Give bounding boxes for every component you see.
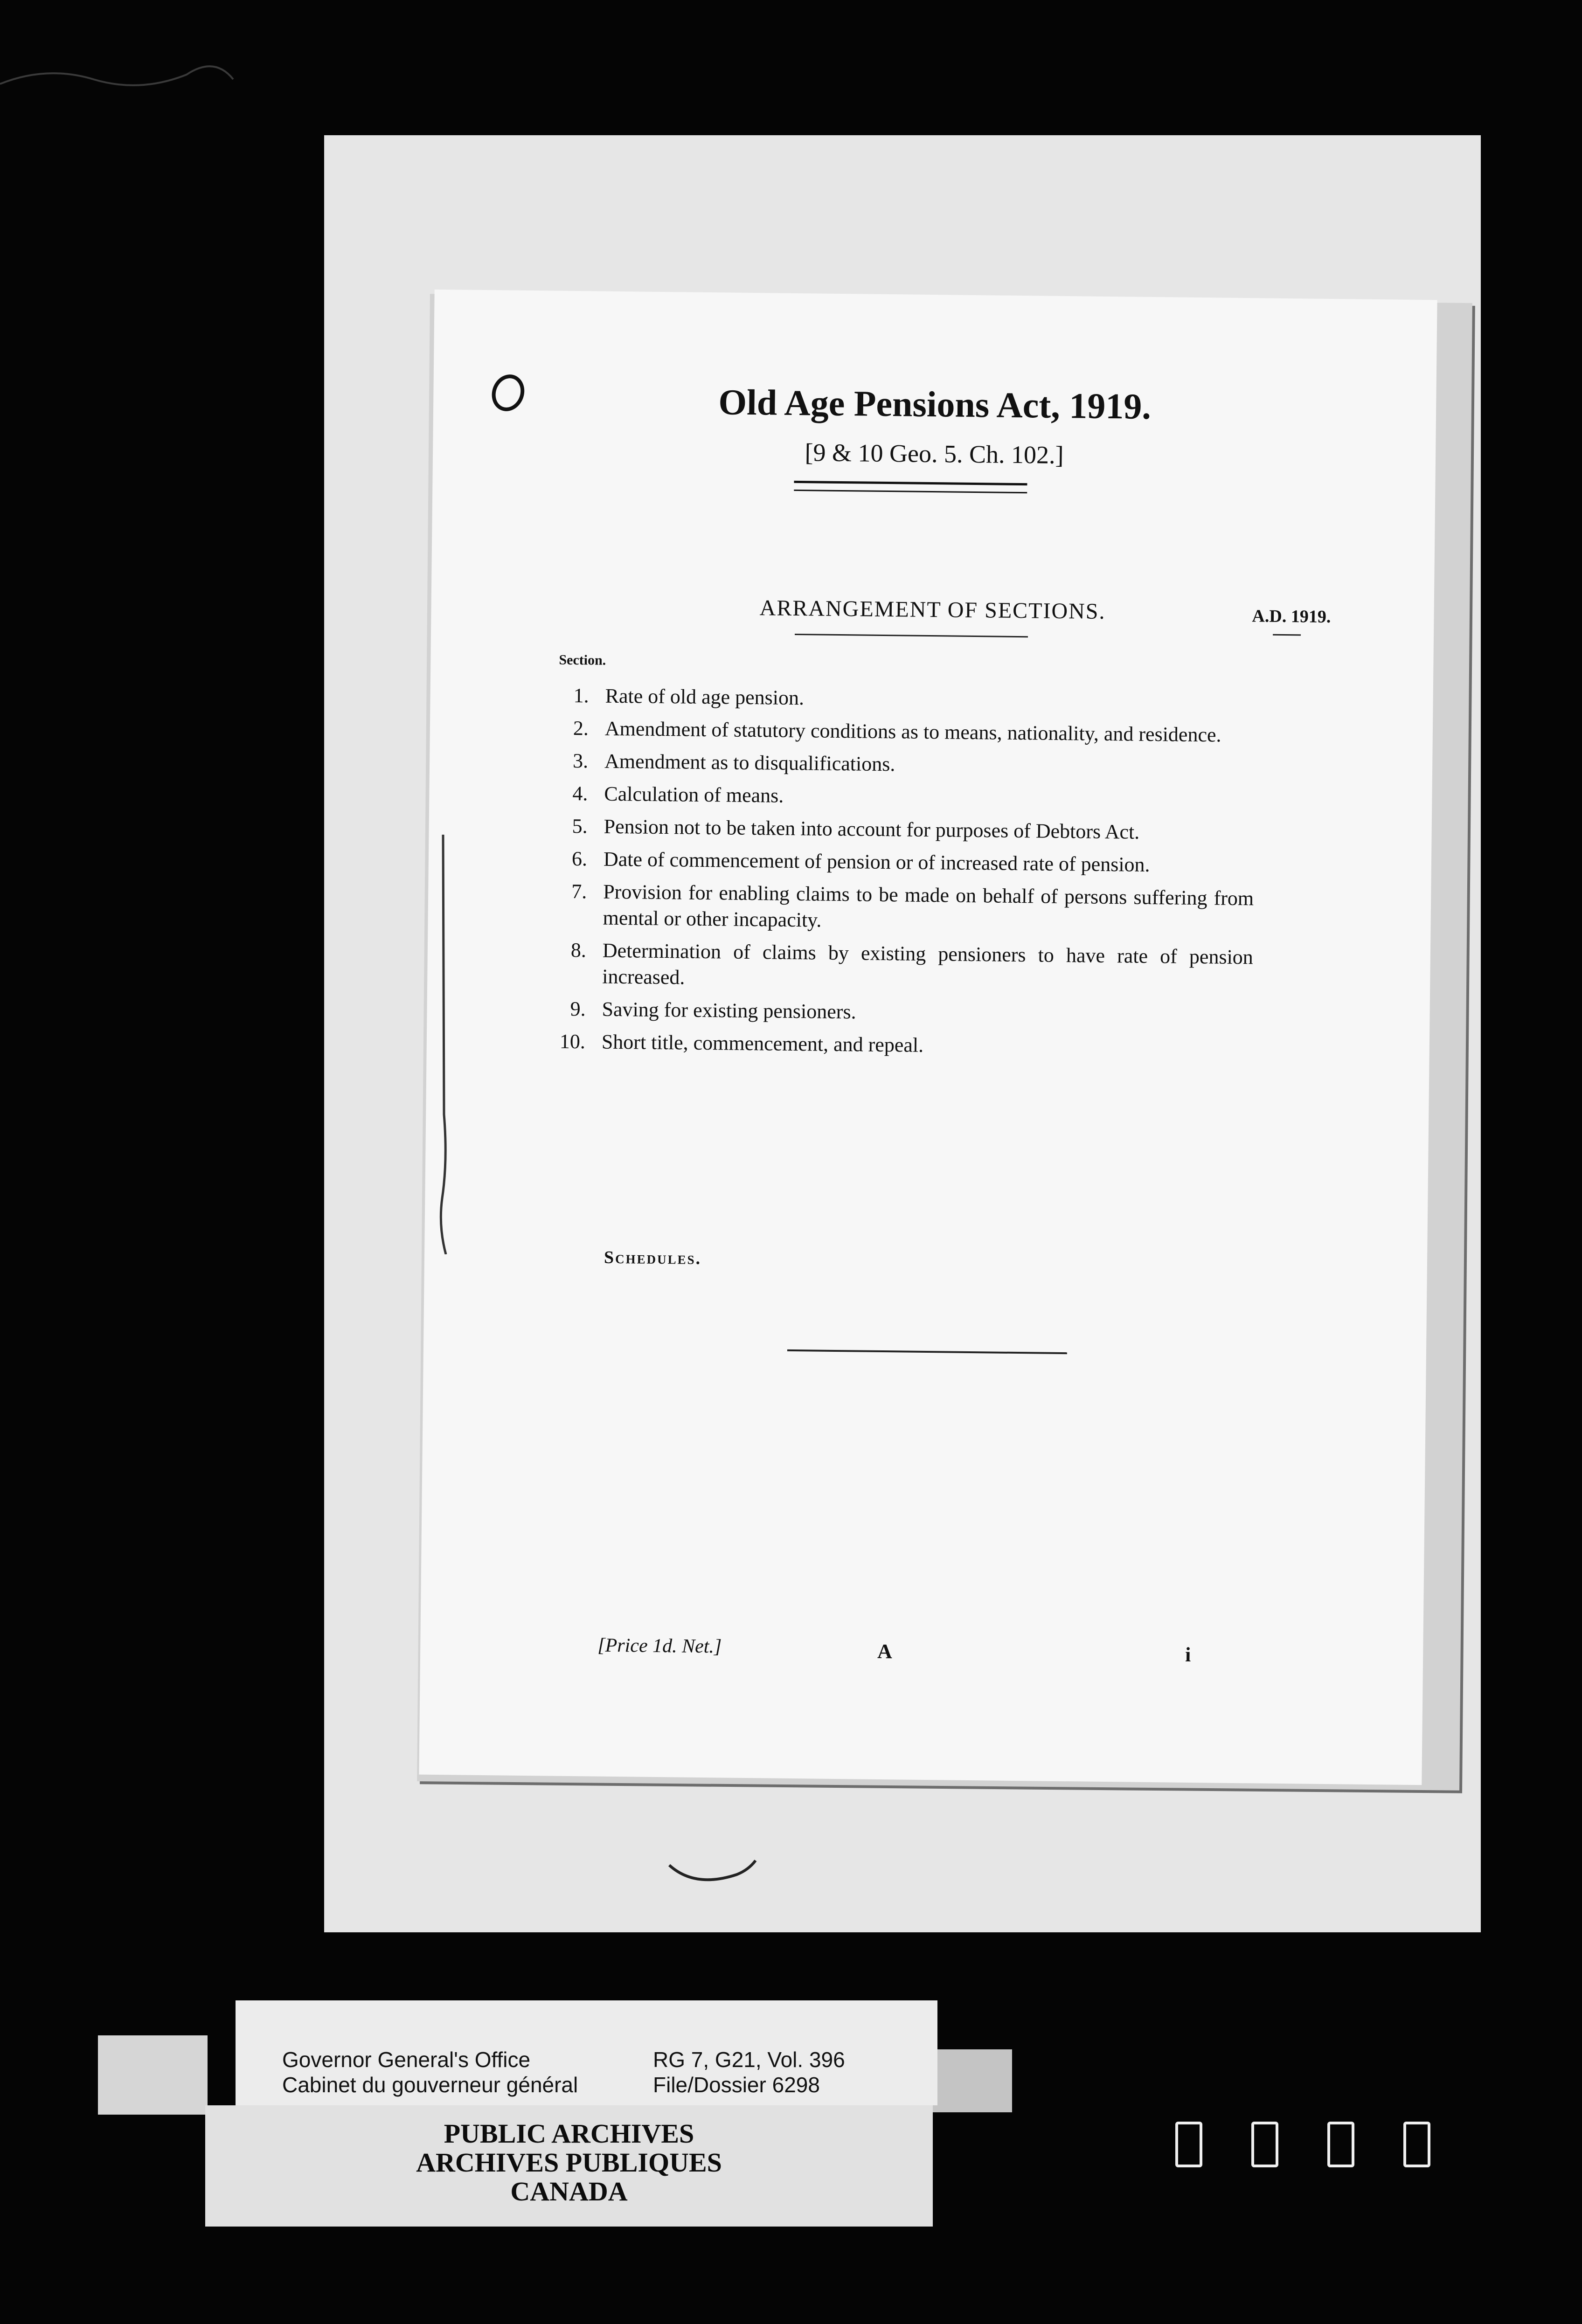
specimen-squiggle (0, 47, 326, 103)
section-column-label: Section. (559, 652, 606, 668)
price-label (597, 1634, 722, 1658)
section-number: 7. (571, 879, 587, 903)
schedules-label: Schedules. (604, 1247, 702, 1268)
archives-stamp-text (205, 2119, 933, 2206)
stamp-block-left (98, 2035, 208, 2115)
section-item (556, 683, 1256, 716)
section-number: 2. (573, 716, 589, 740)
office-fr: Cabinet du gouverneur général (282, 2073, 578, 2097)
section-text: Short title, commencement, and repeal. (601, 1030, 924, 1057)
section-item (555, 781, 1255, 814)
archive-label-card (236, 2000, 937, 2105)
section-text: Provision for enabling claims to be made on behalf of persons suffering from mental or other incapacity. (603, 880, 1254, 932)
section-text: Date of commencement of pension or of increased rate of pension. (603, 847, 1150, 876)
section-number: 5. (572, 814, 588, 838)
reference-number: RG 7, G21, Vol. 396 (653, 2047, 845, 2072)
title-double-rule (794, 481, 1027, 493)
counter-digit (1327, 2122, 1354, 2167)
sections-list (552, 683, 1256, 1069)
section-item (553, 996, 1253, 1030)
section-item (555, 748, 1256, 782)
archives-line-2: ARCHIVES PUBLIQUES (416, 2147, 722, 2178)
binding-thread (434, 835, 452, 1254)
archives-line-1: PUBLIC ARCHIVES (444, 2118, 694, 2149)
section-text: Determination of claims by existing pensioners to have rate of pension increased. (602, 939, 1254, 989)
sections-heading: ARRANGEMENT OF SECTIONS. (759, 595, 1106, 624)
section-item (555, 846, 1255, 879)
office-block (282, 2047, 578, 2097)
section-text: Saving for existing pensioners. (602, 997, 856, 1024)
heading-rule (795, 634, 1028, 637)
office-en: Governor General's Office (282, 2047, 531, 2072)
counter-digit (1403, 2122, 1430, 2167)
file-number: File/Dossier 6298 (653, 2073, 820, 2097)
counter-digit (1175, 2122, 1202, 2167)
section-item (556, 715, 1256, 749)
section-item (555, 813, 1255, 847)
ad-year-label: A.D. 1919. (1252, 606, 1331, 627)
section-text: Amendment as to disqualifications. (604, 749, 895, 776)
section-number: 3. (572, 749, 589, 773)
section-text: Calculation of means. (604, 782, 784, 807)
frame-counter (1175, 2122, 1430, 2167)
section-text: Amendment of statutory conditions as to means, nationality, and residence. (604, 717, 1221, 747)
section-number: 10. (559, 1030, 586, 1053)
section-number: 6. (571, 847, 588, 871)
document-title: Old Age Pensions Act, 1919. (718, 381, 1152, 427)
stamp-block-right (928, 2049, 1012, 2112)
section-number: 8. (570, 938, 587, 962)
document-page (419, 290, 1437, 1785)
section-number: 9. (570, 997, 586, 1021)
page-folio: i (1185, 1643, 1191, 1666)
section-item (554, 878, 1254, 938)
document-citation: [9 & 10 Geo. 5. Ch. 102.] (805, 438, 1064, 469)
counter-digit (1251, 2122, 1278, 2167)
section-number: 1. (573, 684, 589, 707)
curl-mark (667, 1856, 760, 1898)
section-number: 4. (572, 782, 588, 805)
price-text: [Price 1d. Net.] (597, 1634, 722, 1658)
section-item (553, 937, 1253, 997)
end-rule (787, 1349, 1067, 1354)
section-text: Pension not to be taken into account for purposes of Debtors Act. (604, 815, 1140, 844)
signature-mark: A (877, 1639, 893, 1663)
section-item (553, 1029, 1253, 1062)
reference-block (653, 2047, 845, 2097)
archives-stamp (205, 2105, 933, 2227)
ad-year-rule (1273, 634, 1301, 636)
archives-line-3: CANADA (510, 2176, 628, 2206)
section-text: Rate of old age pension. (605, 684, 805, 710)
